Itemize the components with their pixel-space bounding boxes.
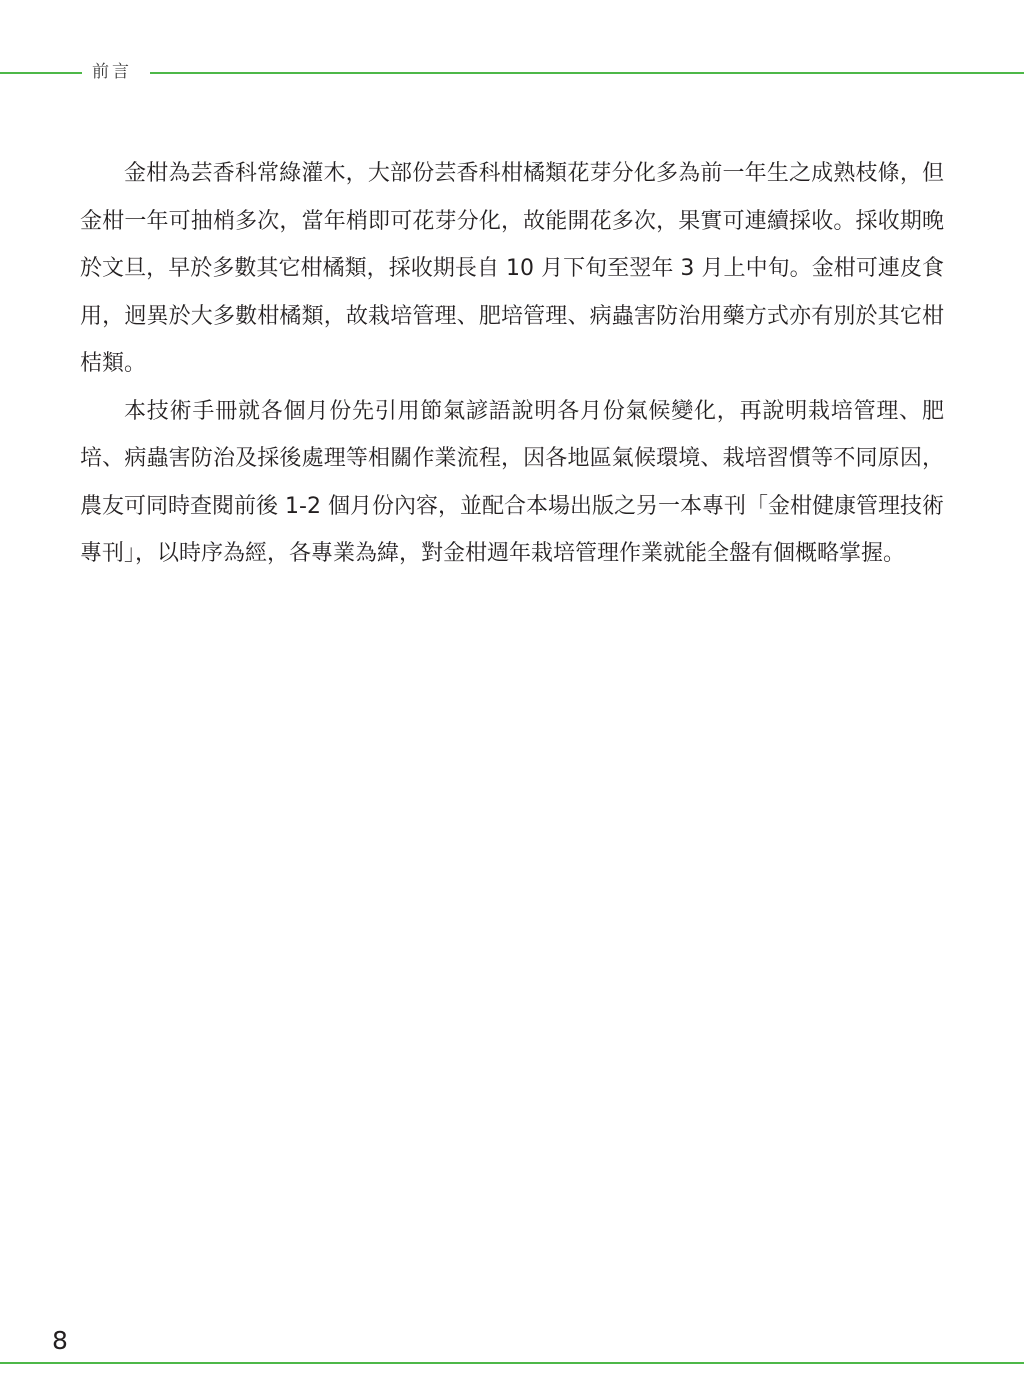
footer-rule: [0, 1362, 1024, 1364]
body-text: [80, 150, 944, 578]
header-rule-left: [0, 72, 82, 74]
section-title: 前言: [92, 62, 132, 82]
page-header: [0, 54, 1024, 94]
paragraph-manual-overview: 本技術手冊就各個月份先引用節氣諺語說明各月份氣候變化，再說明栽培管理、肥培、病蟲害防治及採後處理等相關作業流程，因各地區氣候環境、栽培習慣等不同原因，農友可同時查閱前後 1-2 個月份內容，並配合本場出版之另一本專刊「金柑健康管理技術專刊」，以時序為經，各專業為緯，對金柑週年栽培管理作業就能全盤有個概略掌握。: [80, 398, 944, 566]
header-rule-right: [150, 72, 1024, 74]
paragraph-intro: 金柑為芸香科常綠灌木，大部份芸香科柑橘類花芽分化多為前一年生之成熟枝條，但金柑一年可抽梢多次，當年梢即可花芽分化，故能開花多次，果實可連續採收。採收期晚於文旦，早於多數其它柑橘類，採收期長自 10 月下旬至翌年 3 月上中旬。金柑可連皮食用，迥異於大多數柑橘類，故栽培管理、肥培管理、病蟲害防治用藥方式亦有別於其它柑桔類。: [80, 161, 944, 376]
page-number: 8: [52, 1326, 68, 1355]
